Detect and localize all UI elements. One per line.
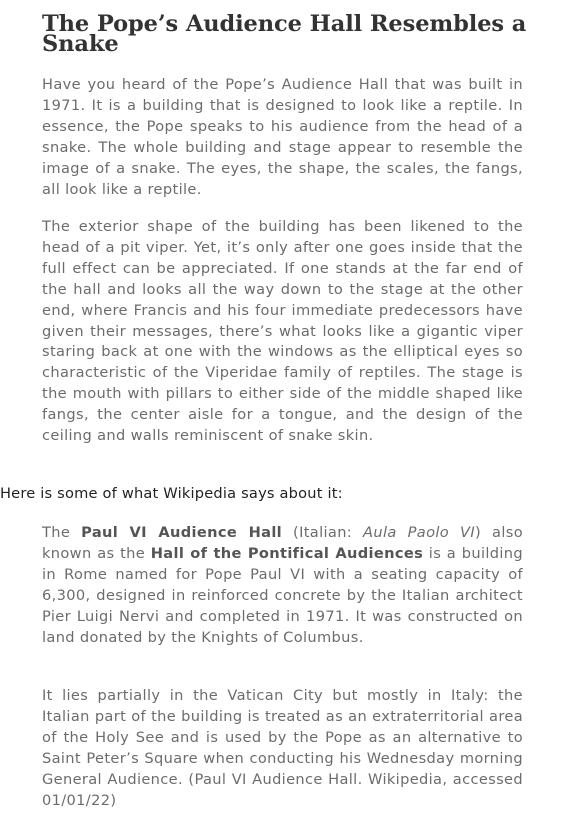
- wikipedia-quote-2: It lies partially in the Vatican City but mostly in Italy: the Italian part of the building is treated as an extraterritorial area of the Holy See and is used by the Pope as an alternative to Saint Peter’s Square when conducting his Wednesday morning General Audience. (Paul VI Audience Hall. Wikipedia, accessed 01/01/22): [42, 687, 523, 809]
- wikipedia-quote-1: [42, 523, 523, 648]
- quote-text: (Italian:: [282, 524, 364, 541]
- italian-name-italic: Aula Paolo VI: [363, 524, 476, 541]
- wikipedia-intro: Here is some of what Wikipedia says about it:: [0, 485, 343, 502]
- article-paragraph-2: The exterior shape of the building has been likened to the head of a pit viper. Yet, it’s only after one goes inside that the full effect can be appreciated. If one stands at the far end of the hall and looks all the way down to the stage at the other end, where Francis and his four immediate predecessors have given their messages, there’s what looks like a gigantic viper staring back at one with the windows as the elliptical eyes so characteristic of the Viperidae family of reptiles. The stage is the mouth with pillars to either side of the middle shaped like fangs, the center aisle for a tongue, and the design of the ceiling and walls reminiscent of snake skin.: [42, 218, 523, 445]
- article-title: The Pope’s Audience Hall Resembles a Snake: [42, 11, 527, 57]
- quote-text: The: [42, 524, 82, 541]
- alt-name-bold: Hall of the Pontifical Audiences: [150, 544, 424, 562]
- quote-text: ) also known as the: [42, 524, 523, 562]
- article-paragraph-1: Have you heard of the Pope’s Audience Hall that was built in 1971. It is a building that is designed to look like a reptile. In essence, the Pope speaks to his audience from the head of a snake. The whole building and stage appear to resemble the image of a snake. The eyes, the shape, the scales, the fangs, all look like a reptile.: [42, 76, 523, 198]
- hall-name-bold: Paul VI Audience Hall: [81, 524, 283, 541]
- quote-text: is a building in Rome named for Pope Paul VI with a seating capacity of 6,300, designed in reinforced concrete by the Italian architect Pier Luigi Nervi and completed in 1971. It was constructed on land donated by the Knights of Columbus.: [42, 544, 523, 646]
